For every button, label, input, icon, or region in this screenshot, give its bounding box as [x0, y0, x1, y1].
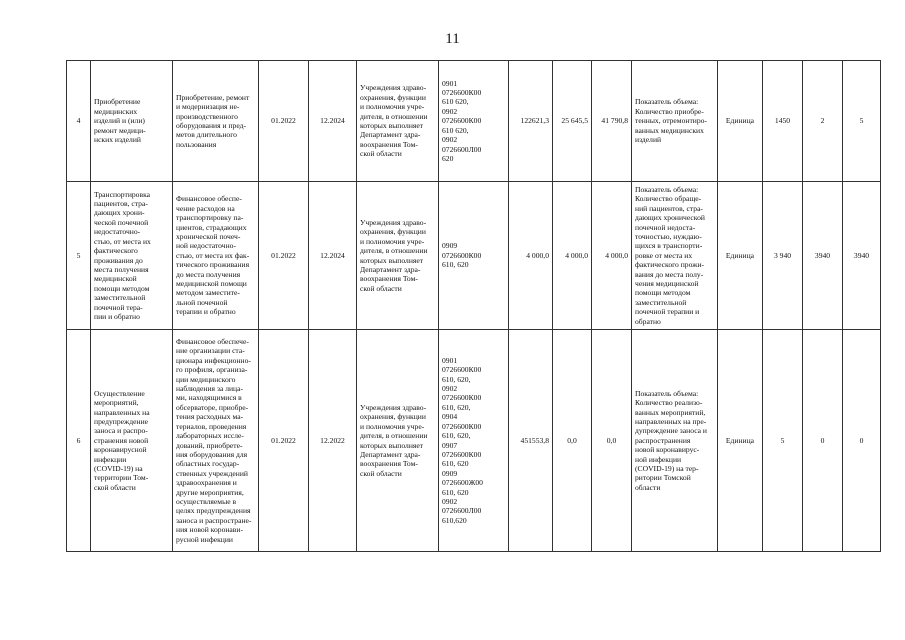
- value-3: 5: [843, 61, 881, 182]
- funding-year-2: 4 000,0: [592, 182, 632, 330]
- table-row: [67, 330, 881, 552]
- budget-codes: 0901 0726600К00 610 620, 0902 0726600К00 610 620, 0902 0726600Л00 620: [439, 61, 509, 182]
- row-number: 5: [67, 182, 91, 330]
- measure-name: Осуществление мероприятий, направленных на предупреждение заноса и распро- странения новой коронавирусной инфекции (COVID-19) на территории Том- ской области: [91, 330, 173, 552]
- unit: Единица: [718, 61, 763, 182]
- measure-description: Приобретение, ремонт и модернизация не- производственного оборудования и пред- метов длительного пользования: [173, 61, 259, 182]
- row-number: 6: [67, 330, 91, 552]
- funding-year-1: 0,0: [553, 330, 592, 552]
- indicator: Показатель объема: Количество обраще- ний пациентов, стра- дающих хронической почечной недоста- точностью, нуждаю- щихся в транспорти- ровке от места их фактического прожи- вания до места полу- чения медицинской помощи методом заместительной почечной терапии и обратно: [632, 182, 718, 330]
- indicator: Показатель объема: Количество приобре- тенных, отремонтиро- ванных медицинских изделий: [632, 61, 718, 182]
- executor: Учреждения здраво- охранения, функции и полномочия учре- дителя, в отношении которых выполняет Департамент здра- воохранения Том- ской области: [357, 61, 439, 182]
- value-1: 3 940: [763, 182, 803, 330]
- funding-year-1: 25 645,5: [553, 61, 592, 182]
- end-date: 12.2022: [309, 330, 357, 552]
- table-row: [67, 182, 881, 330]
- budget-codes: 0909 0726600К00 610, 620: [439, 182, 509, 330]
- table-row: [67, 61, 881, 182]
- end-date: 12.2024: [309, 61, 357, 182]
- value-1: 1450: [763, 61, 803, 182]
- funding-year-1: 4 000,0: [553, 182, 592, 330]
- measure-description: Финансовое обеспе- чение расходов на транспортировку па- циентов, страдающих хронической почеч- ной недостаточно- стью, от места их фак- тического проживания до места получения медицинской помощи методом заместите- льной почечной терапии и обратно: [173, 182, 259, 330]
- executor: Учреждения здраво- охранения, функции и полномочия учре- дителя, в отношении которых выполняет Департамент здра- воохранения Том- ской области: [357, 182, 439, 330]
- value-3: 0: [843, 330, 881, 552]
- funding-year-2: 41 790,8: [592, 61, 632, 182]
- funding-total: 4 000,0: [509, 182, 553, 330]
- budget-codes: 0901 0726600К00 610, 620, 0902 0726600К00 610, 620, 0904 0726600К00 610, 620, 0907 0726600К00 610, 620 0909 0726600Ж00 610, 620 0902 0726600Л00 610,620: [439, 330, 509, 552]
- funding-year-2: 0,0: [592, 330, 632, 552]
- unit: Единица: [718, 330, 763, 552]
- unit: Единица: [718, 182, 763, 330]
- executor: Учреждения здраво- охранения, функции и полномочия учре- дителя, в отношении которых выполняет Департамент здра- воохранения Том- ской области: [357, 330, 439, 552]
- start-date: 01.2022: [259, 330, 309, 552]
- value-1: 5: [763, 330, 803, 552]
- row-number: 4: [67, 61, 91, 182]
- value-2: 0: [803, 330, 843, 552]
- measure-description: Финансовое обеспече- ние организации ста- ционара инфекционно- го профиля, организа- ции медицинского наблюдения за лица- ми, находящимися в обсерваторе, приобре- тения расходных ма- териалов, проведения лабораторных иссле- дований, приобрете- ния оборудования для областных государ- ственных учреждений здравоохранения и другие мероприятия, осуществляемые в целях предупреждения заноса и распростране- ния новой коронави- русной инфекции: [173, 330, 259, 552]
- end-date: 12.2024: [309, 182, 357, 330]
- start-date: 01.2022: [259, 61, 309, 182]
- value-2: 3940: [803, 182, 843, 330]
- measure-name: Приобретение медицинских изделий и (или) ремонт медици- нских изделий: [91, 61, 173, 182]
- measure-name: Транспортировка пациентов, стра- дающих хрони- ческой почечной недостаточно- стью, от места их фактического проживания до места получения медицинской помощи методом заместительной почечной тера- пии и обратно: [91, 182, 173, 330]
- indicator: Показатель объема: Количество реализо- ванных мероприятий, направленных на пре- дупреждение заноса и распространения новой коронавирус- ной инфекции (COVID-19) на тер- ритории Томской области: [632, 330, 718, 552]
- program-table: [66, 60, 881, 552]
- value-3: 3940: [843, 182, 881, 330]
- funding-total: 122621,3: [509, 61, 553, 182]
- start-date: 01.2022: [259, 182, 309, 330]
- page-number: 11: [445, 31, 460, 47]
- value-2: 2: [803, 61, 843, 182]
- funding-total: 451553,8: [509, 330, 553, 552]
